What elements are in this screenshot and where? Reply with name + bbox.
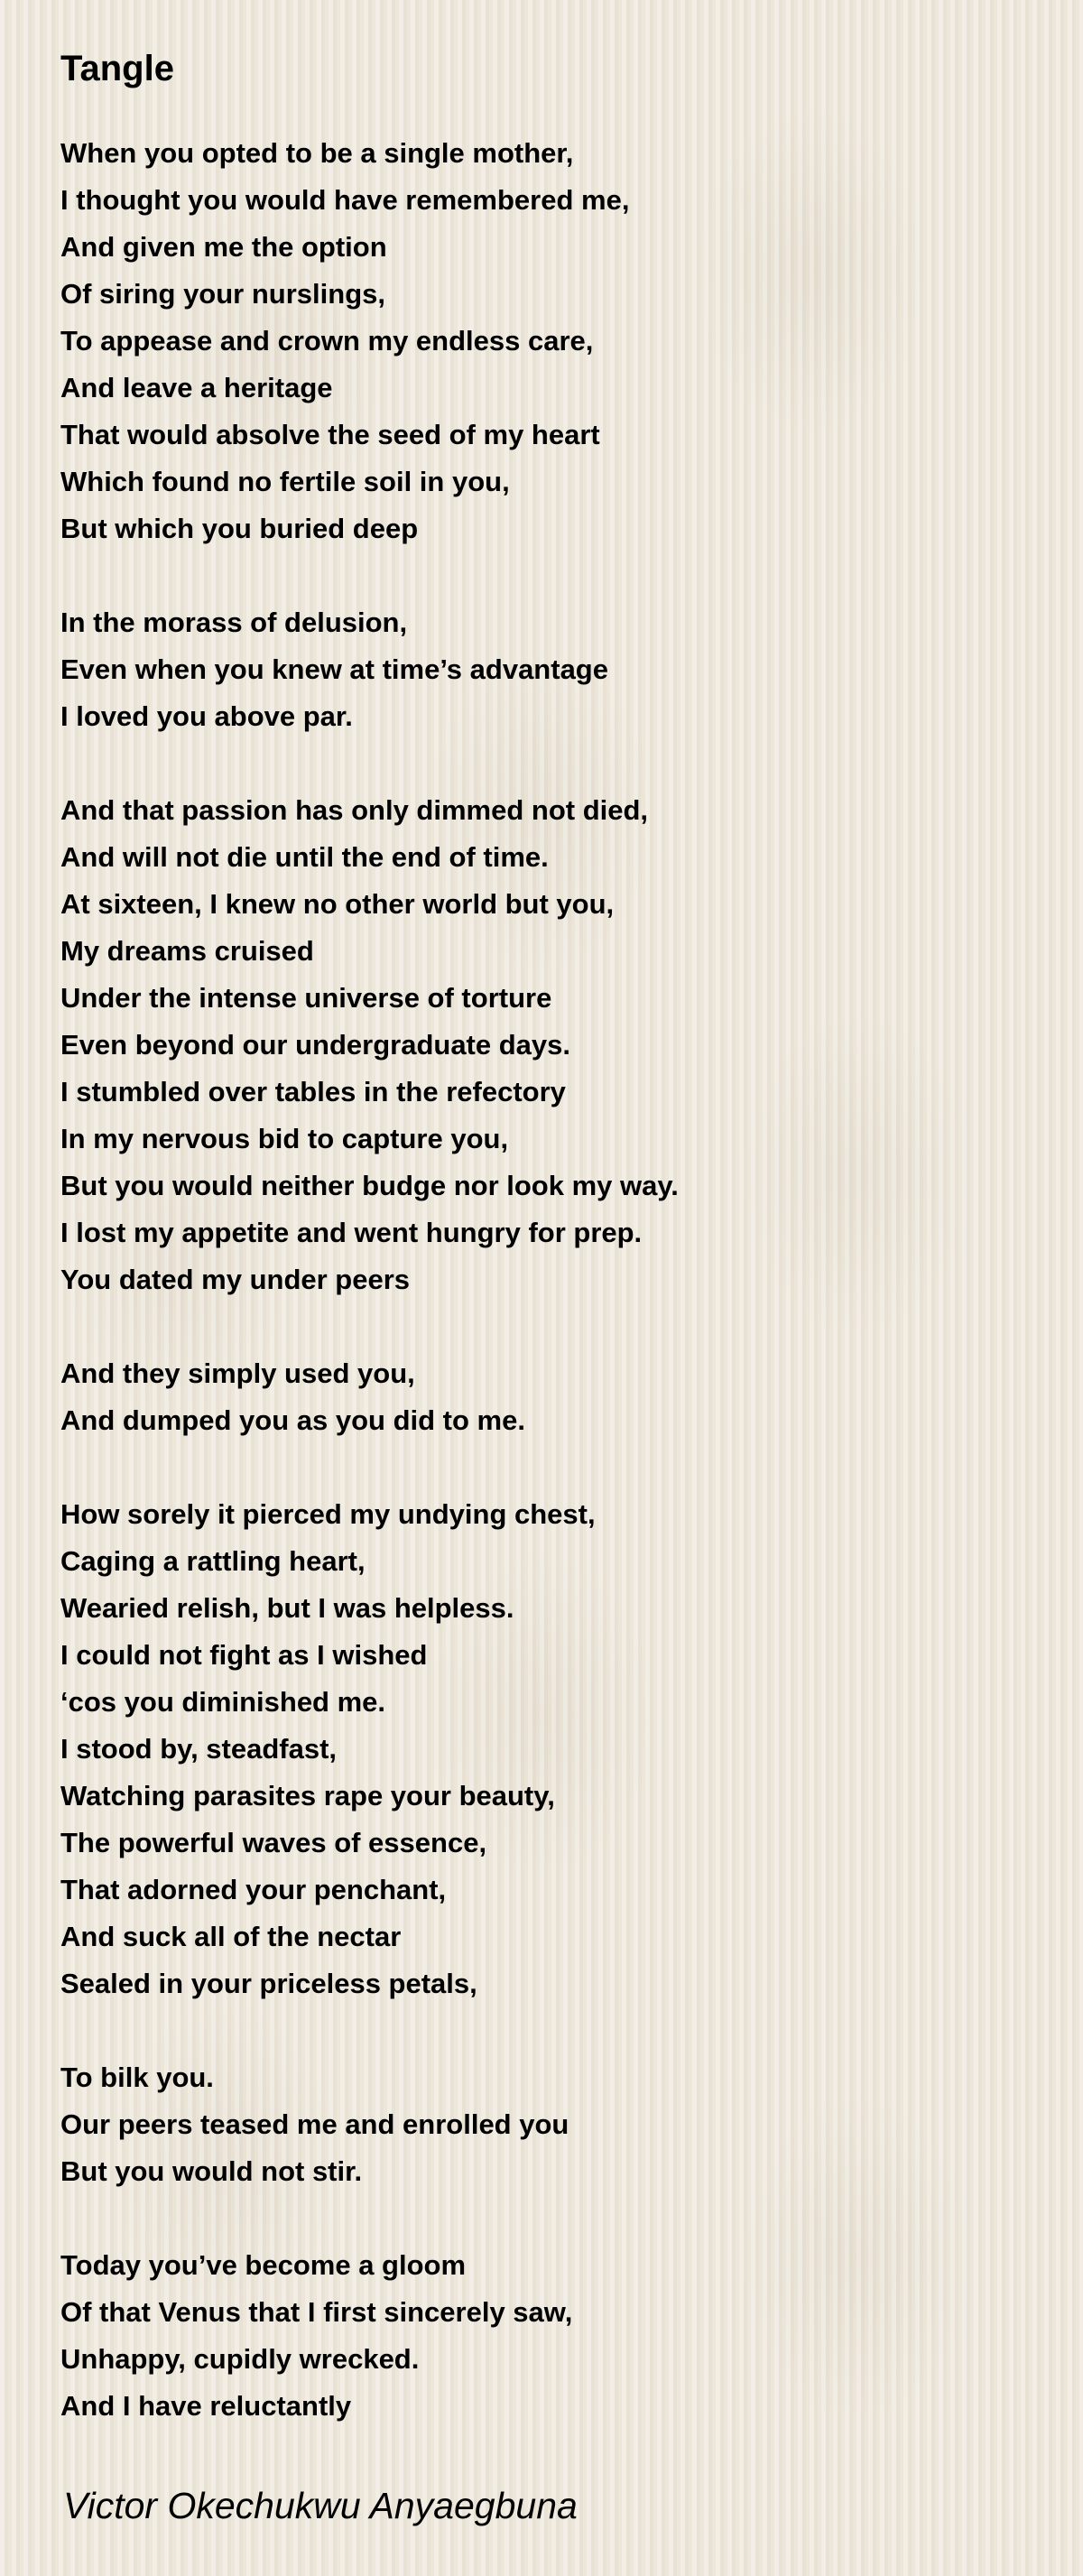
- poem-line: But you would neither budge nor look my way.: [60, 1170, 679, 1201]
- poem-line: And leave a heritage: [60, 372, 333, 403]
- poem-line: Unhappy, cupidly wrecked.: [60, 2343, 420, 2375]
- poem-container: [60, 43, 1035, 2477]
- poem-line: And given me the option: [60, 231, 387, 263]
- poem-body: [60, 130, 1035, 2430]
- poem-line: Of that Venus that I first sincerely saw,: [60, 2296, 573, 2328]
- poem-stanza: [60, 787, 1035, 1303]
- poem-stanza: [60, 2242, 1035, 2430]
- poem-line: Even when you knew at time’s advantage: [60, 653, 608, 685]
- poem-stanza: [60, 130, 1035, 552]
- poem-line: And I have reluctantly: [60, 2390, 352, 2422]
- poem-line: When you opted to be a single mother,: [60, 137, 574, 169]
- poem-line: ‘cos you diminished me.: [60, 1686, 386, 1718]
- poem-line: Our peers teased me and enrolled you: [60, 2108, 569, 2140]
- poem-line: In the morass of delusion,: [60, 607, 408, 638]
- poem-line: That would absolve the seed of my heart: [60, 419, 600, 450]
- poem-line: But you would not stir.: [60, 2155, 363, 2187]
- poem-line: And suck all of the nectar: [60, 1921, 402, 1952]
- poem-line: Of siring your nurslings,: [60, 278, 385, 310]
- poem-author: Victor Okechukwu Anyaegbuna: [63, 2485, 578, 2526]
- poem-line: Wearied relish, but I was helpless.: [60, 1592, 514, 1624]
- poem-line: Which found no fertile soil in you,: [60, 466, 510, 497]
- poem-line: I lost my appetite and went hungry for prep.: [60, 1217, 643, 1248]
- poem-line: Even beyond our undergraduate days.: [60, 1029, 571, 1061]
- poem-line: Caging a rattling heart,: [60, 1545, 366, 1577]
- poem-line: And that passion has only dimmed not died,: [60, 794, 649, 826]
- poem-title: Tangle: [60, 49, 174, 88]
- poem-line: At sixteen, I knew no other world but you,: [60, 888, 615, 920]
- poem-line: In my nervous bid to capture you,: [60, 1123, 509, 1154]
- poem-line: That adorned your penchant,: [60, 1874, 447, 1905]
- poem-line: But which you buried deep: [60, 513, 419, 544]
- poem-line: My dreams cruised: [60, 935, 314, 967]
- poem-line: And dumped you as you did to me.: [60, 1404, 525, 1436]
- poem-line: You dated my under peers: [60, 1264, 411, 1295]
- poem-stanza: [60, 599, 1035, 740]
- poem-line: I loved you above par.: [60, 700, 353, 732]
- poem-stanza: [60, 1350, 1035, 1444]
- poem-stanza: [60, 1491, 1035, 2007]
- poem-line: And they simply used you,: [60, 1357, 415, 1389]
- poem-line: Watching parasites rape your beauty,: [60, 1780, 555, 1812]
- poem-line: I thought you would have remembered me,: [60, 184, 630, 216]
- poem-line: Today you’ve become a gloom: [60, 2249, 467, 2281]
- poem-line: To appease and crown my endless care,: [60, 325, 594, 357]
- poem-stanza: [60, 2054, 1035, 2195]
- poem-line: Under the intense universe of torture: [60, 982, 552, 1014]
- poem-line: How sorely it pierced my undying chest,: [60, 1498, 596, 1530]
- poem-line: The powerful waves of essence,: [60, 1827, 487, 1858]
- poem-line: I could not fight as I wished: [60, 1639, 428, 1671]
- poem-line: I stood by, steadfast,: [60, 1733, 338, 1765]
- poem-line: And will not die until the end of time.: [60, 841, 549, 873]
- poem-line: Sealed in your priceless petals,: [60, 1968, 477, 1999]
- poem-line: I stumbled over tables in the refectory: [60, 1076, 566, 1107]
- poem-line: To bilk you.: [60, 2062, 214, 2093]
